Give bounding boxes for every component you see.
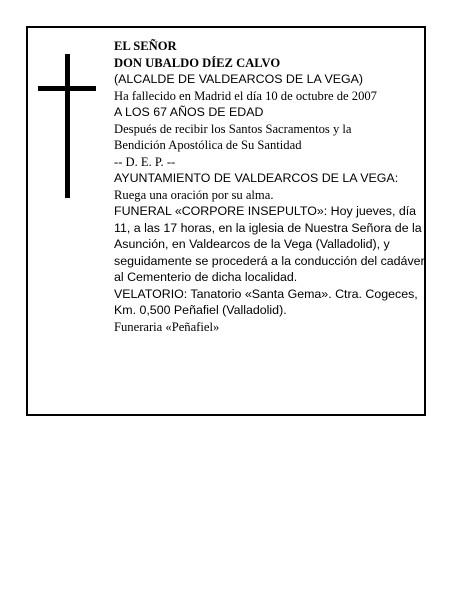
cross-vertical-bar [65, 54, 70, 198]
latin-cross-icon [38, 54, 96, 198]
sacraments-line: Después de recibir los Santos Sacramentos y la Bendición Apostólica de Su Santidad [114, 121, 352, 152]
notice-text-block [114, 38, 430, 335]
age-line: A LOS 67 AÑOS DE EDAD [114, 105, 264, 119]
deceased-name: DON UBALDO DÍEZ CALVO [114, 55, 281, 70]
funeral-home: Funeraria «Peñafiel» [114, 319, 220, 334]
wake-details: VELATORIO: Tanatorio «Santa Gema». Ctra. Cogeces, Km. 0,500 Peñafiel (Valladolid). [114, 286, 418, 317]
death-statement: Ha fallecido en Madrid el día 10 de octubre de 2007 [114, 88, 377, 103]
organization-name: AYUNTAMIENTO DE VALDEARCOS DE LA VEGA: [114, 171, 399, 185]
cross-horizontal-bar [38, 86, 96, 91]
funeral-details: FUNERAL «CORPORE INSEPULTO»: Hoy jueves, día 11, a las 17 horas, en la iglesia de Nuestra Señora de la Asunción, en Valdearcos de la Vega (Valladolid), y seguidamente se procederá a la conducción del cadáver al Cementerio de dicha localidad. [114, 204, 425, 284]
prayer-request: Ruega una oración por su alma. [114, 187, 274, 202]
rip-line: -- D. E. P. -- [114, 154, 176, 169]
deceased-role: (ALCALDE DE VALDEARCOS DE LA VEGA) [114, 72, 364, 86]
deceased-title: EL SEÑOR [114, 39, 177, 53]
